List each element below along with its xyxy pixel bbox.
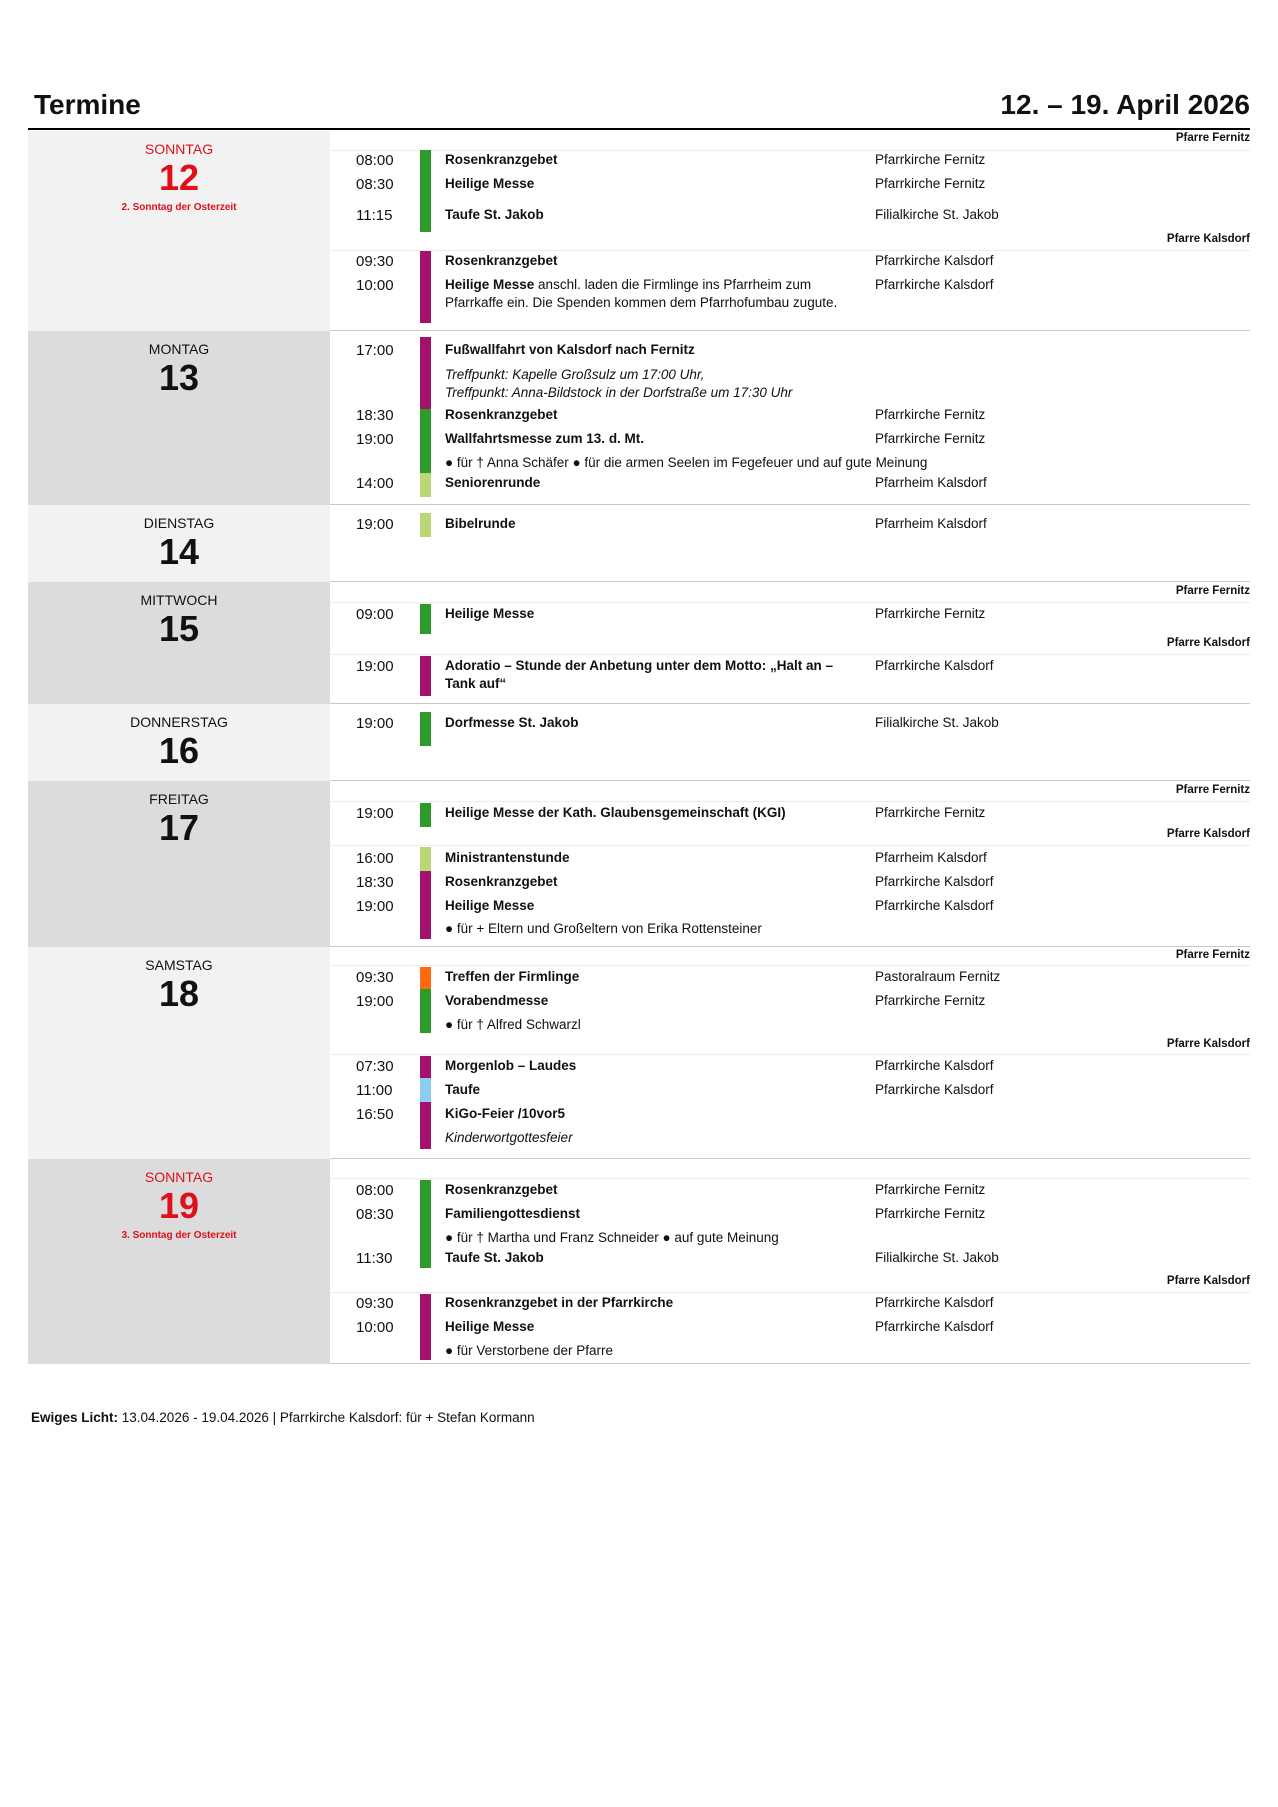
event-title: Wallfahrtsmesse zum 13. d. Mt. (445, 431, 645, 446)
day-cell (28, 582, 330, 704)
event-place: Pfarrkirche Fernitz (875, 1206, 986, 1221)
event-time: 19:00 (356, 516, 394, 533)
event-title: Rosenkranzgebet (445, 407, 558, 422)
day-name: MITTWOCH (140, 592, 218, 608)
event-color-bar (420, 604, 431, 634)
event-time: 19:00 (356, 898, 394, 915)
event-note: Treffpunkt: Anna-Bildstock in der Dorfstraße um 17:30 Uhr (445, 385, 793, 400)
event-time: 07:30 (356, 1058, 394, 1075)
day-number: 16 (158, 730, 200, 771)
event-title: Bibelrunde (445, 516, 516, 531)
parish-label: Pfarre Kalsdorf (1166, 637, 1250, 649)
event-time: 19:00 (356, 658, 394, 675)
event-place: Pfarrkirche Fernitz (875, 805, 986, 820)
day-number: 19 (158, 1185, 200, 1226)
event-place: Pfarrheim Kalsdorf (875, 850, 987, 865)
event-time: 16:00 (356, 850, 394, 867)
day-name: DONNERSTAG (130, 714, 228, 730)
event-list (330, 331, 1250, 505)
event-note: ● für † Anna Schäfer ● für die armen Seelen im Fegefeuer und auf gute Meinung (445, 455, 928, 470)
event-title: Vorabendmesse (445, 993, 549, 1008)
event-place: Filialkirche St. Jakob (875, 207, 999, 222)
event-place: Pfarrkirche Kalsdorf (875, 277, 994, 292)
event-title: Heilige Messe (445, 898, 535, 913)
event-color-bar (420, 1102, 431, 1149)
day-number: 18 (158, 973, 200, 1014)
parish-label: Pfarre Fernitz (1175, 585, 1250, 597)
event-time: 09:30 (356, 253, 394, 270)
event-place: Pfarrkirche Kalsdorf (875, 874, 994, 889)
event-title: Treffen der Firmlinge (445, 969, 580, 984)
page-title: Termine (34, 89, 141, 120)
event-time: 14:00 (356, 475, 394, 492)
day-section-18 (28, 947, 1250, 1159)
event-title: Rosenkranzgebet in der Pfarrkirche (445, 1295, 674, 1310)
event-place: Pfarrheim Kalsdorf (875, 475, 987, 490)
event-time: 11:00 (356, 1082, 393, 1099)
parish-label: Pfarre Kalsdorf (1166, 828, 1250, 840)
event-title: Rosenkranzgebet (445, 1182, 558, 1197)
event-time: 17:00 (356, 342, 394, 359)
event-title: Seniorenrunde (445, 475, 541, 490)
event-color-bar (420, 409, 431, 473)
event-place: Pfarrkirche Fernitz (875, 606, 986, 621)
event-place: Pfarrkirche Fernitz (875, 176, 986, 191)
event-place: Pfarrkirche Kalsdorf (875, 658, 994, 673)
day-number: 17 (158, 807, 200, 848)
event-color-bar (420, 656, 431, 696)
event-title: Taufe (445, 1082, 481, 1097)
day-name: SONNTAG (144, 1169, 214, 1185)
event-title: Fußwallfahrt von Kalsdorf nach Fernitz (445, 342, 695, 357)
eternal-light-note (31, 1410, 535, 1425)
footer-text: 13.04.2026 - 19.04.2026 | Pfarrkirche Kalsdorf: für + Stefan Kormann (118, 1410, 535, 1425)
event-place: Pfarrkirche Fernitz (875, 407, 986, 422)
event-place: Pfarrkirche Kalsdorf (875, 253, 994, 268)
event-title: Rosenkranzgebet (445, 152, 558, 167)
event-title: Adoratio – Stunde der Anbetung unter dem Motto: „Halt an – Tank auf“ (445, 658, 833, 691)
event-color-bar (420, 847, 431, 871)
event-place: Pfarrheim Kalsdorf (875, 516, 987, 531)
parish-label: Pfarre Fernitz (1175, 949, 1250, 961)
event-place: Pfarrkirche Fernitz (875, 431, 986, 446)
section-divider (330, 1363, 1250, 1364)
page-header (28, 88, 1250, 130)
event-title: Dorfmesse St. Jakob (445, 715, 579, 730)
event-title: Heilige Messe (445, 606, 535, 621)
event-note: ● für † Martha und Franz Schneider ● auf gute Meinung (445, 1230, 779, 1245)
event-place: Filialkirche St. Jakob (875, 715, 999, 730)
event-place: Pfarrkirche Kalsdorf (875, 1082, 994, 1097)
day-number: 15 (158, 608, 200, 649)
day-section-17 (28, 781, 1250, 947)
day-name: SAMSTAG (145, 957, 213, 973)
day-name: MONTAG (148, 341, 210, 357)
parish-label: Pfarre Fernitz (1175, 784, 1250, 796)
event-color-bar (420, 473, 431, 497)
day-section-16 (28, 704, 1250, 781)
day-section-19 (28, 1159, 1250, 1364)
event-time: 16:50 (356, 1106, 394, 1123)
day-number: 13 (158, 357, 200, 398)
event-time: 19:00 (356, 715, 394, 732)
day-section-13 (28, 331, 1250, 505)
day-section-14 (28, 505, 1250, 582)
event-note: Kinderwortgottesfeier (445, 1130, 573, 1145)
day-number: 14 (158, 531, 200, 572)
divider (330, 965, 1250, 966)
event-place: Pfarrkirche Kalsdorf (875, 1319, 994, 1334)
event-time: 18:30 (356, 874, 394, 891)
parish-label: Pfarre Kalsdorf (1166, 233, 1250, 245)
day-cell (28, 131, 330, 331)
event-time: 11:30 (356, 1250, 393, 1267)
event-color-bar (420, 1294, 431, 1360)
event-time: 09:30 (356, 1295, 394, 1312)
day-name: DIENSTAG (143, 515, 215, 531)
event-title: Familiengottesdienst (445, 1206, 581, 1221)
event-title: Taufe St. Jakob (445, 207, 544, 222)
event-list (330, 704, 1250, 781)
day-cell (28, 505, 330, 582)
day-cell (28, 704, 330, 781)
divider (330, 845, 1250, 846)
parish-label: Pfarre Kalsdorf (1166, 1038, 1250, 1050)
day-name: FREITAG (149, 791, 209, 807)
event-place: Pfarrkirche Kalsdorf (875, 1058, 994, 1073)
date-range: 12. – 19. April 2026 (1000, 89, 1250, 120)
event-place: Filialkirche St. Jakob (875, 1250, 999, 1265)
day-cell (28, 947, 330, 1159)
event-color-bar (420, 803, 431, 827)
parish-label: Pfarre Kalsdorf (1166, 1275, 1250, 1287)
event-color-bar (420, 251, 431, 323)
event-list (330, 505, 1250, 582)
event-time: 10:00 (356, 1319, 394, 1336)
event-place: Pfarrkirche Fernitz (875, 1182, 986, 1197)
event-list (330, 131, 1250, 331)
event-time: 19:00 (356, 805, 394, 822)
event-time: 09:00 (356, 606, 394, 623)
event-place: Pfarrkirche Kalsdorf (875, 1295, 994, 1310)
footer-label: Ewiges Licht: (31, 1410, 119, 1425)
event-time: 08:00 (356, 152, 394, 169)
event-note: Treffpunkt: Kapelle Großsulz um 17:00 Uhr, (445, 367, 705, 382)
event-title: Taufe St. Jakob (445, 1250, 544, 1265)
event-title: Morgenlob – Laudes (445, 1058, 577, 1073)
event-color-bar (420, 989, 431, 1033)
day-number: 12 (158, 157, 200, 198)
divider (330, 602, 1250, 603)
divider (330, 1178, 1250, 1179)
event-time: 08:30 (356, 176, 394, 193)
event-note: ● für † Alfred Schwarzl (445, 1017, 581, 1032)
day-section-12 (28, 131, 1250, 331)
event-color-bar (420, 1078, 431, 1102)
event-color-bar (420, 1180, 431, 1268)
event-color-bar (420, 967, 431, 989)
event-title: KiGo-Feier /10vor5 (445, 1106, 566, 1121)
event-title: Heilige Messe (445, 176, 535, 191)
event-place: Pfarrkirche Kalsdorf (875, 898, 994, 913)
day-cell (28, 331, 330, 505)
divider (330, 1054, 1250, 1055)
event-place: Pfarrkirche Fernitz (875, 993, 986, 1008)
event-title: Rosenkranzgebet (445, 874, 558, 889)
event-list (330, 947, 1250, 1159)
event-time: 19:00 (356, 993, 394, 1010)
event-title: Heilige Messe (445, 1319, 535, 1334)
day-cell (28, 781, 330, 947)
event-time: 08:30 (356, 1206, 394, 1223)
event-note: ● für Verstorbene der Pfarre (445, 1343, 613, 1358)
day-cell (28, 1159, 330, 1364)
event-note: Pfarrkaffe ein. Die Spenden kommen dem Pfarrhofumbau zugute. (445, 295, 838, 310)
divider (330, 1292, 1250, 1293)
event-time: 09:30 (356, 969, 394, 986)
event-note: ● für + Eltern und Großeltern von Erika Rottensteiner (445, 921, 762, 936)
event-title: Ministrantenstunde (445, 850, 570, 865)
divider (330, 801, 1250, 802)
event-color-bar (420, 337, 431, 409)
event-color-bar (420, 1056, 431, 1078)
day-section-15 (28, 582, 1250, 704)
day-name: SONNTAG (144, 141, 214, 157)
event-time: 18:30 (356, 407, 394, 424)
event-title: Rosenkranzgebet (445, 253, 558, 268)
event-title: Heilige Messe der Kath. Glaubensgemeinschaft (KGI) (445, 805, 786, 820)
event-time: 08:00 (356, 1182, 394, 1199)
event-title: Heilige Messe anschl. laden die Firmlinge ins Pfarrheim zum (445, 277, 812, 292)
event-list (330, 1159, 1250, 1364)
divider (330, 250, 1250, 251)
event-color-bar (420, 871, 431, 939)
event-color-bar (420, 712, 431, 746)
liturgical-day: 2. Sonntag der Osterzeit (121, 202, 237, 213)
event-list (330, 781, 1250, 947)
event-place: Pastoralraum Fernitz (875, 969, 1001, 984)
event-color-bar (420, 513, 431, 537)
parish-label: Pfarre Fernitz (1175, 132, 1250, 144)
divider (330, 654, 1250, 655)
liturgical-day: 3. Sonntag der Osterzeit (121, 1230, 237, 1241)
event-time: 19:00 (356, 431, 394, 448)
event-list (330, 582, 1250, 704)
event-color-bar (420, 150, 431, 232)
event-time: 11:15 (356, 207, 393, 224)
event-place: Pfarrkirche Fernitz (875, 152, 986, 167)
event-time: 10:00 (356, 277, 394, 294)
